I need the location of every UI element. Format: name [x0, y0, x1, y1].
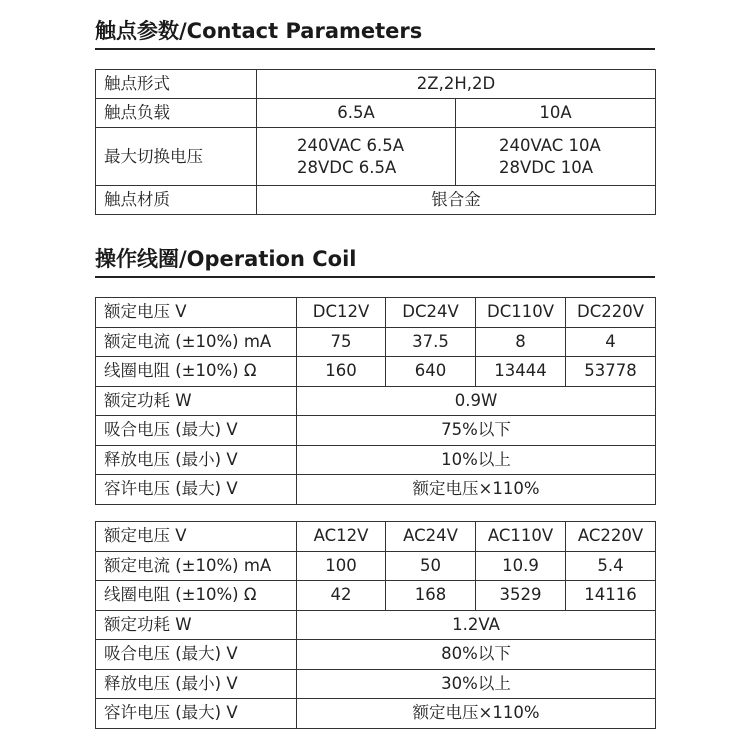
max-switching-voltage-row — [96, 128, 656, 186]
dc-resistance-4: 53778 — [566, 357, 656, 387]
dc-resistance-label: 线圈电阻 (±10%) Ω — [96, 357, 297, 387]
ac-rated-current-row — [96, 551, 656, 581]
ac-pull-in-row — [96, 640, 656, 670]
ac-resistance-3: 3529 — [476, 581, 566, 611]
dc-resistance-1: 160 — [297, 357, 386, 387]
contact-load-value-1: 6.5A — [257, 99, 456, 128]
ac-release-row — [96, 669, 656, 699]
contact-parameters-table — [95, 69, 656, 215]
ac-rated-voltage-1: AC12V — [297, 522, 386, 552]
ac-power-row — [96, 610, 656, 640]
dc-rated-voltage-3: DC110V — [476, 298, 566, 328]
dc-rated-voltage-1: DC12V — [297, 298, 386, 328]
dc-coil-table — [95, 297, 656, 505]
contact-parameters-heading: 触点参数/Contact Parameters — [95, 18, 655, 50]
ac-release-value: 30%以上 — [297, 669, 656, 699]
ac-resistance-label: 线圈电阻 (±10%) Ω — [96, 581, 297, 611]
dc-rated-voltage-label: 额定电压 V — [96, 298, 297, 328]
dc-allowable-row — [96, 475, 656, 505]
dc-power-label: 额定功耗 W — [96, 386, 297, 416]
max-switching-voltage-right — [456, 128, 656, 186]
ac-power-value: 1.2VA — [297, 610, 656, 640]
ac-allowable-label: 容许电压 (最大) V — [96, 699, 297, 729]
ac-resistance-2: 168 — [386, 581, 476, 611]
contact-load-label: 触点负载 — [96, 99, 257, 128]
ac-allowable-row — [96, 699, 656, 729]
contact-load-value-2: 10A — [456, 99, 656, 128]
dc-allowable-value: 额定电压×110% — [297, 475, 656, 505]
ac-rated-voltage-2: AC24V — [386, 522, 476, 552]
ac-pull-in-label: 吸合电压 (最大) V — [96, 640, 297, 670]
ac-pull-in-value: 80%以下 — [297, 640, 656, 670]
ac-rated-voltage-label: 额定电压 V — [96, 522, 297, 552]
ac-rated-voltage-3: AC110V — [476, 522, 566, 552]
voltage-left-line-1: 240VAC 6.5A — [297, 135, 405, 155]
dc-power-value: 0.9W — [297, 386, 656, 416]
voltage-right-line-2: 28VDC 10A — [499, 157, 594, 177]
dc-rated-current-3: 8 — [476, 327, 566, 357]
dc-pull-in-row — [96, 416, 656, 446]
dc-rated-voltage-4: DC220V — [566, 298, 656, 328]
voltage-left-line-2: 28VDC 6.5A — [297, 157, 397, 177]
dc-allowable-label: 容许电压 (最大) V — [96, 475, 297, 505]
max-switching-voltage-label: 最大切换电压 — [96, 128, 257, 186]
dc-resistance-row — [96, 357, 656, 387]
contact-load-row — [96, 99, 656, 128]
contact-material-row — [96, 186, 656, 215]
operation-coil-heading: 操作线圈/Operation Coil — [95, 246, 655, 278]
ac-rated-current-4: 5.4 — [566, 551, 656, 581]
dc-rated-current-4: 4 — [566, 327, 656, 357]
ac-resistance-4: 14116 — [566, 581, 656, 611]
contact-material-label: 触点材质 — [96, 186, 257, 215]
dc-rated-voltage-row — [96, 298, 656, 328]
contact-form-value: 2Z,2H,2D — [257, 70, 656, 99]
voltage-right-line-1: 240VAC 10A — [499, 135, 601, 155]
dc-pull-in-label: 吸合电压 (最大) V — [96, 416, 297, 446]
ac-rated-voltage-row — [96, 522, 656, 552]
ac-coil-table — [95, 521, 656, 729]
contact-form-label: 触点形式 — [96, 70, 257, 99]
ac-rated-current-2: 50 — [386, 551, 476, 581]
dc-rated-current-label: 额定电流 (±10%) mA — [96, 327, 297, 357]
ac-power-label: 额定功耗 W — [96, 610, 297, 640]
ac-release-label: 释放电压 (最小) V — [96, 669, 297, 699]
dc-release-label: 释放电压 (最小) V — [96, 445, 297, 475]
dc-resistance-2: 640 — [386, 357, 476, 387]
contact-form-row — [96, 70, 656, 99]
max-switching-voltage-left — [257, 128, 456, 186]
ac-rated-voltage-4: AC220V — [566, 522, 656, 552]
dc-release-row — [96, 445, 656, 475]
dc-release-value: 10%以上 — [297, 445, 656, 475]
ac-rated-current-1: 100 — [297, 551, 386, 581]
dc-rated-current-1: 75 — [297, 327, 386, 357]
contact-material-value: 银合金 — [257, 186, 656, 215]
dc-rated-voltage-2: DC24V — [386, 298, 476, 328]
dc-resistance-3: 13444 — [476, 357, 566, 387]
ac-rated-current-3: 10.9 — [476, 551, 566, 581]
ac-resistance-1: 42 — [297, 581, 386, 611]
dc-power-row — [96, 386, 656, 416]
dc-pull-in-value: 75%以下 — [297, 416, 656, 446]
ac-resistance-row — [96, 581, 656, 611]
ac-allowable-value: 额定电压×110% — [297, 699, 656, 729]
dc-rated-current-2: 37.5 — [386, 327, 476, 357]
ac-rated-current-label: 额定电流 (±10%) mA — [96, 551, 297, 581]
dc-rated-current-row — [96, 327, 656, 357]
